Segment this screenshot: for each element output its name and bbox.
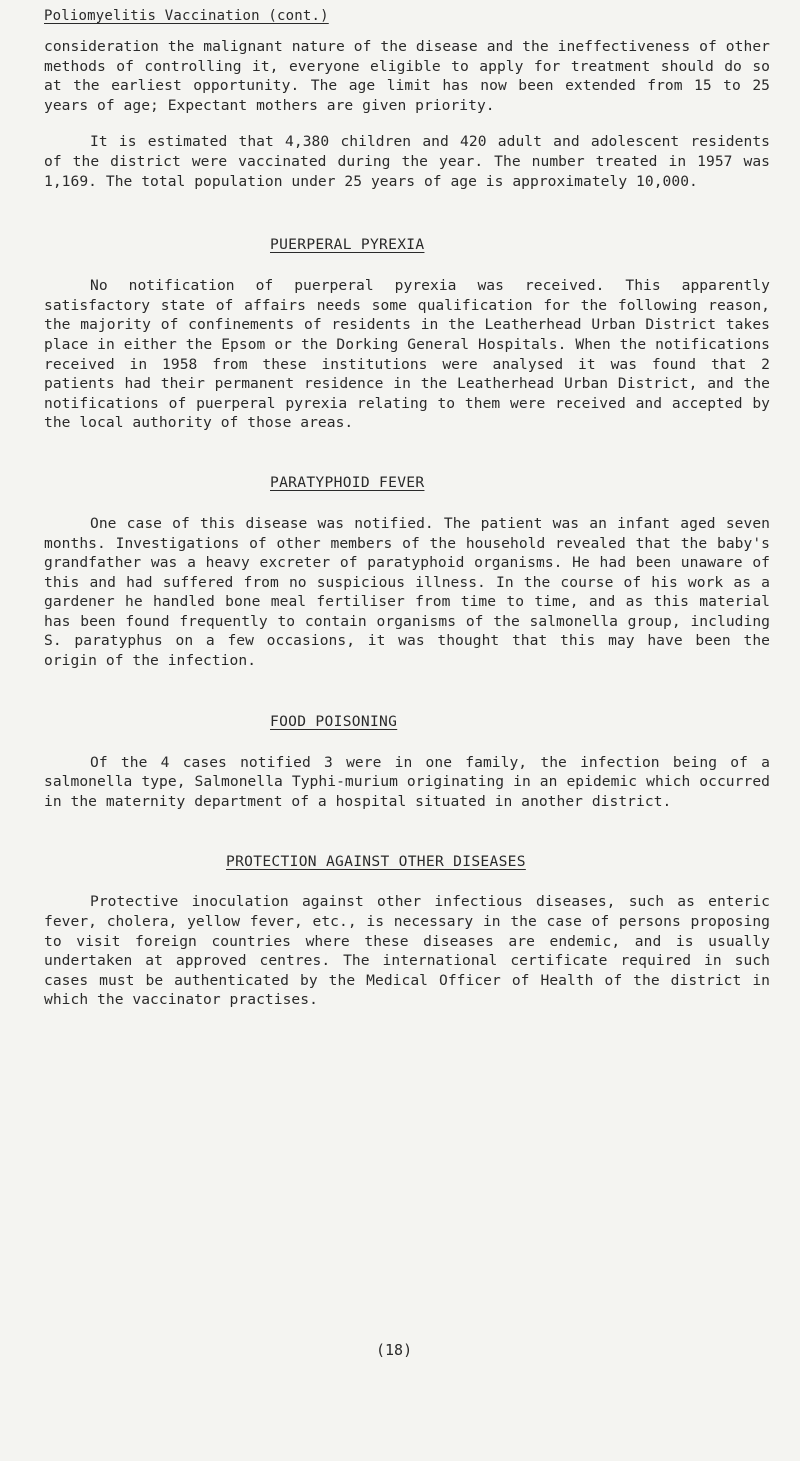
- polio-paragraph-2: It is estimated that 4,380 children and 420 adult and adolescent residents of the district were vaccinated during the year. The number treated in 1957 was 1,169. The total population under 25 years of age is approximately 10,000.: [44, 133, 770, 190]
- section-poliomyelitis-vaccination: [44, 37, 770, 191]
- paratyphoid-paragraph: One case of this disease was notified. The patient was an infant aged seven months. Investigations of other members of the household revealed that the baby's grandfather was a heavy excreter of paratyphoid organisms. He had been unaware of this and had suffered from no suspicious illness. In the course of his work as a gardener he handled bone meal fertiliser from time to time, and as this material has been found frequently to contain organisms of the salmonella group, including S. paratyphus on a few occasions, it was thought that this may have been the origin of the infection.: [44, 514, 770, 670]
- page-number: (18): [376, 1341, 413, 1359]
- puerperal-paragraph: No notification of puerperal pyrexia was received. This apparently satisfactory state of affairs needs some qualification for the following reason, the majority of confinements of residents in the Leatherhead Urban District takes place in either the Epsom or the Dorking General Hospitals. When the notifications received in 1958 from these institutions were analysed it was found that 2 patients had their permanent residence in the Leatherhead Urban District, and the notifications of puerperal pyrexia relating to them were received and accepted by the local authority of those areas.: [44, 277, 770, 432]
- section-heading-food-poisoning: FOOD POISONING: [270, 712, 398, 730]
- food-poisoning-paragraph: Of the 4 cases notified 3 were in one family, the infection being of a salmonella type, Salmonella Typhi-murium originating in an epidemic which occurred in the maternity department of a hospital situated in another district.: [44, 753, 770, 810]
- section-heading-puerperal-pyrexia: PUERPERAL PYREXIA: [270, 236, 425, 254]
- polio-paragraph-1: consideration the malignant nature of the disease and the ineffectiveness of other methods of controlling it, everyone eligible to apply for treatment should do so at the earliest opportunity. The age limit has now been extended from 15 to 25 years of age; Expectant mothers are given priority.: [44, 38, 770, 114]
- section-paratyphoid-fever: [44, 473, 770, 671]
- section-heading-protection-against-other-diseases: PROTECTION AGAINST OTHER DISEASES: [226, 853, 526, 871]
- running-head: Poliomyelitis Vaccination (cont.): [44, 8, 329, 24]
- section-heading-paratyphoid-fever: PARATYPHOID FEVER: [270, 473, 425, 491]
- section-protection-against-other-diseases: [44, 852, 770, 1010]
- section-puerperal-pyrexia: [44, 235, 770, 433]
- section-food-poisoning: [44, 712, 770, 812]
- protection-paragraph: Protective inoculation against other infectious diseases, such as enteric fever, cholera, yellow fever, etc., is necessary in the case of persons proposing to visit foreign countries where these diseases are endemic, and is usually undertaken at approved centres. The international certificate required in such cases must be authenticated by the Medical Officer of Health of the district in which the vaccinator practises.: [44, 893, 770, 1009]
